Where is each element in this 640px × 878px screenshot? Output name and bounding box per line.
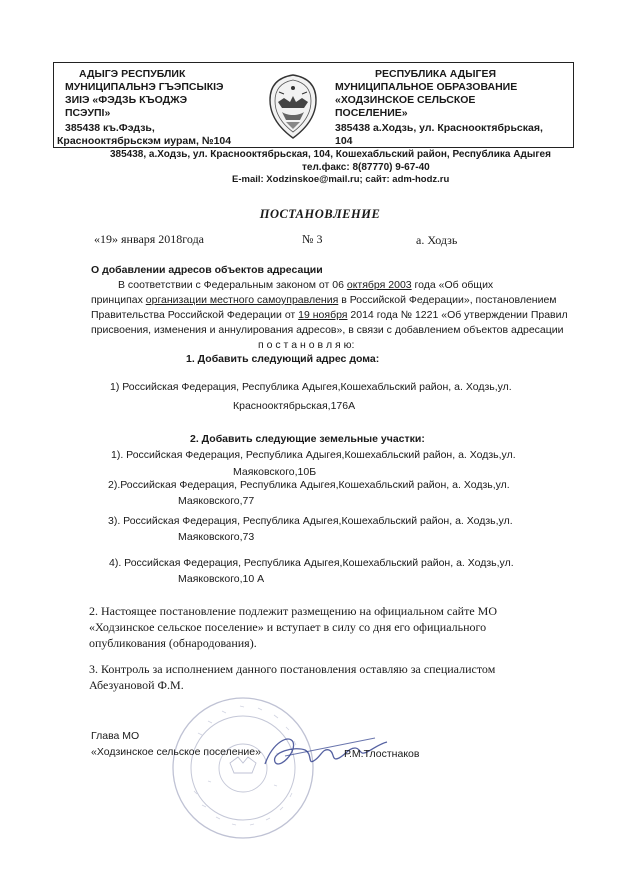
intro-line-2: [91, 294, 557, 306]
document-title: ПОСТАНОВЛЕНИЕ: [259, 207, 381, 221]
intro-line-2a: принципах: [91, 294, 146, 306]
intro-line-3-underlined: 19 ноября: [298, 309, 348, 321]
office-address: 385438, а.Ходзь, ул. Краснооктябрьская, 104, Кошехабльский район, Республика Адыгея: [110, 149, 551, 160]
point2-line1: 2. Настоящее постановление подлежит размещению на официальном сайте МО: [89, 604, 498, 618]
intro-line-3a: Правительства Российской Федерации от: [91, 309, 299, 321]
section2-item2-line2: Маяковского,77: [178, 495, 255, 507]
section2-item3-line2: Маяковского,73: [178, 531, 255, 543]
decree-verb: п о с т а н о в л я ю:: [258, 339, 355, 351]
section1-item1-line2: Краснооктябрьская,176А: [233, 400, 356, 412]
document-number: № 3: [302, 232, 323, 246]
letterhead-adyghe-line5: 385438 къ.Фэдзь,: [65, 122, 155, 134]
intro-line-3: [91, 309, 568, 321]
letterhead-russian: [335, 68, 565, 148]
letterhead-adyghe-line6: Краснооктябрьскэм иурам, №104: [57, 135, 232, 147]
letterhead-russian-line5: 385438 а.Ходзь, ул. Краснооктябрьская,: [335, 122, 543, 134]
letterhead-adyghe-line1: АДЫГЭ РЕСПУБЛИК: [79, 68, 186, 80]
point3-line2: Абезуановой Ф.М.: [89, 678, 184, 692]
intro-line-1: [118, 279, 493, 291]
section1-heading: 1. Добавить следующий адрес дома:: [186, 353, 380, 365]
intro-line-2-underlined: организации местного самоуправления: [145, 294, 339, 306]
point3-line1: 3. Контроль за исполнением данного постановления оставляю за специалистом: [89, 662, 496, 676]
section2-item1-line1: 1). Российская Федерация, Республика Адыгея,Кошехабльский район, а. Ходзь,ул.: [111, 449, 516, 461]
signatory-name: Р.М.Тлостнаков: [344, 748, 420, 760]
document-place: а. Ходзь: [416, 233, 458, 247]
section2-item4-line1: 4). Российская Федерация, Республика Адыгея,Кошехабльский район, а. Ходзь,ул.: [109, 557, 514, 569]
section1-item1-line1: 1) Российская Федерация, Республика Адыгея,Кошехабльский район, а. Ходзь,ул.: [110, 381, 512, 393]
section2-heading: 2. Добавить следующие земельные участки:: [190, 433, 425, 445]
document-subject: О добавлении адресов объектов адресации: [91, 264, 323, 276]
section2-item2-line1: 2).Российская Федерация, Республика Адыгея,Кошехабльский район, а. Ходзь,ул.: [108, 479, 510, 491]
letterhead-adyghe-line3: ЗИІЭ «ФЭДЗЬ КЪОДЖЭ: [65, 94, 188, 106]
point2-line3: опубликования (обнародования).: [89, 636, 257, 650]
section2-item1-line2: Маяковского,10Б: [233, 466, 317, 478]
letterhead-russian-line2: МУНИЦИПАЛЬНОЕ ОБРАЗОВАНИЕ: [335, 81, 518, 93]
letterhead-adyghe: [57, 68, 262, 148]
letterhead-russian-line3: «ХОДЗИНСКОЕ СЕЛЬСКОЕ: [335, 94, 476, 106]
intro-line-3b: 2014 года № 1221 «Об утверждении Правил: [347, 309, 568, 321]
point2-line2: «Ходзинское сельское поселение» и вступает в силу со дня его официального: [89, 620, 487, 634]
section2-item3-line1: 3). Российская Федерация, Республика Адыгея,Кошехабльский район, а. Ходзь,ул.: [108, 515, 513, 527]
intro-line-4: присвоения, изменения и аннулирования адресов», в связи с добавлением объектов адресации: [91, 324, 564, 336]
letterhead-russian-line4: ПОСЕЛЕНИЕ»: [335, 107, 408, 119]
signatory-role-line2: «Ходзинское сельское поселение»: [91, 746, 261, 758]
document-date: «19» января 2018года: [94, 232, 205, 246]
letterhead-adyghe-line2: МУНИЦИПАЛЬНЭ ГЪЭПСЫКІЭ: [65, 81, 224, 93]
letterhead-russian-line1: РЕСПУБЛИКА АДЫГЕЯ: [375, 68, 497, 80]
signatory-role-line1: Глава МО: [91, 730, 140, 742]
intro-line-1a: В соответствии с Федеральным законом от 06: [118, 279, 347, 291]
letterhead-russian-line6: 104: [335, 135, 353, 147]
office-email-site: E-mail: Xodzinskoe@mail.ru; сайт: adm-hodz.ru: [232, 174, 450, 185]
section2-item4-line2: Маяковского,10 А: [178, 573, 265, 585]
office-phone: тел.факс: 8(87770) 9-67-40: [302, 162, 430, 173]
coat-of-arms-emblem: [262, 72, 324, 142]
handwritten-signature: [255, 712, 395, 782]
intro-line-2b: в Российской Федерации», постановлением: [338, 294, 557, 306]
intro-line-1-underlined: октября 2003: [346, 279, 412, 291]
intro-line-1b: года «Об общих: [411, 279, 494, 291]
letterhead-adyghe-line4: ПСЭУПІ»: [65, 107, 111, 119]
